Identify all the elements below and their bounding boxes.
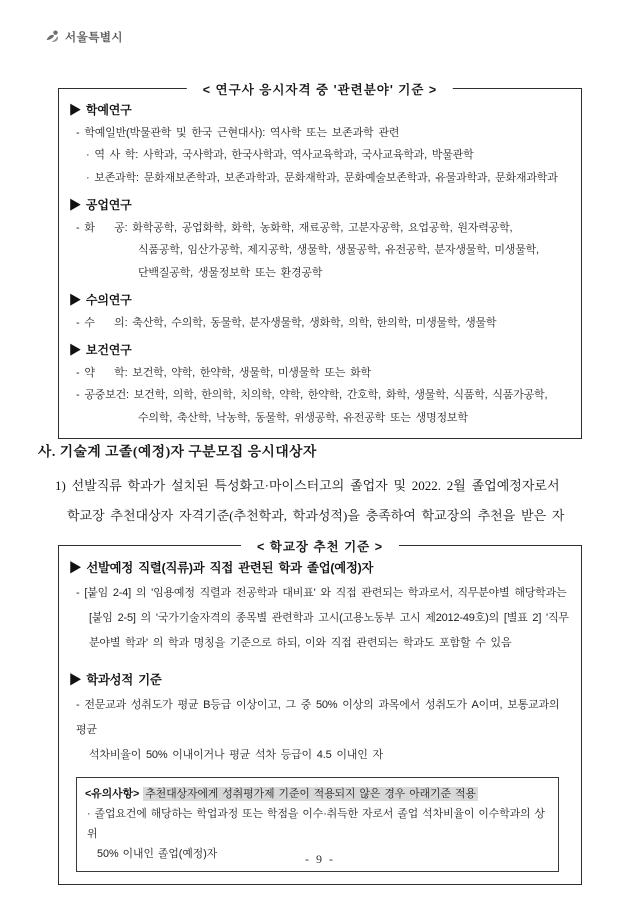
- section-heading: ▶ 공업연구: [69, 198, 132, 212]
- section-heading: ▶ 수의연구: [69, 293, 132, 307]
- text-line: - 학예일반(박물관학 및 한국 근현대사): 역사학 또는 보존과학 관련: [76, 126, 400, 139]
- notice-label: <유의사항>: [85, 788, 140, 800]
- section-sa-heading: 사. 기술계 고졸(예정)자 구분모집 응시대상자: [38, 444, 317, 459]
- text-line: - 약 학: 보건학, 약학, 한약학, 생물학, 미생물학 또는 화학: [76, 366, 371, 379]
- text-line: [붙임 2-5] 의 '국가기술자격의 종목별 관련학과 고시(고용노동부 고시 제2012-49호)의 [별표 2] '직무: [89, 612, 569, 624]
- notice-heading-row: [85, 784, 550, 804]
- text-line: · 졸업요건에 해당하는 학업과정 또는 학점을 이수·취득한 자로서 졸업 석차비율이 이수학과의 상위: [87, 808, 545, 840]
- section-heading: ▶ 보건연구: [69, 343, 132, 357]
- text-line: 1) 선발직류 학과가 설치된 특성화고·마이스터고의 졸업자 및 2022. 2월 졸업예정자로서: [55, 478, 560, 493]
- section-heading: ▶ 학예연구: [69, 103, 132, 117]
- page-number: - 9 -: [305, 852, 335, 866]
- text-line: 단백질공학, 생물정보학 또는 환경공학: [138, 266, 323, 279]
- seoul-logo: [44, 28, 123, 45]
- box2-title: < 학교장 추천 기준 >: [241, 537, 399, 555]
- seoul-logo-icon: [44, 28, 61, 45]
- related-field-criteria-box: [58, 83, 582, 439]
- text-line: - 전문교과 성취도가 평균 B등급 이상이고, 그 중 50% 이상의 과목에서 성취도가 A이며, 보통교과의 평균: [76, 699, 565, 736]
- text-line: - 수 의: 축산학, 수의학, 동물학, 분자생물학, 생화학, 의학, 한의학, 미생물학, 생물학: [76, 316, 497, 329]
- section-sa: [38, 442, 604, 531]
- text-line: - 화 공: 화학공학, 공업화학, 화학, 농화학, 재료공학, 고분자공학, 요업공학, 원자력공학,: [76, 221, 513, 234]
- text-line: 석차비율이 50% 이내이거나 평균 석차 등급이 4.5 이내인 자: [89, 749, 383, 761]
- notice-highlighted-text: 추천대상자에게 성취평가제 기준이 적용되지 않은 경우 아래기준 적용: [145, 788, 476, 800]
- text-line: - 공중보건: 보건학, 의학, 한의학, 치의학, 약학, 한약학, 간호학, 화학, 생물학, 식품학, 식품가공학,: [76, 389, 548, 401]
- text-line: - [붙임 2-4] 의 '임용예정 직렬과 전공학과 대비표' 와 직접 관련되는 학과로서, 직무분야별 해당학과는: [76, 587, 567, 599]
- section-heading: ▶ 학과성적 기준: [69, 673, 162, 687]
- text-line: 수의학, 축산학, 낙농학, 동물학, 위생공학, 유전공학 또는 생명정보학: [138, 411, 468, 424]
- principal-recommendation-box: [58, 540, 582, 885]
- text-line: · 역 사 학: 사학과, 국사학과, 한국사학과, 역사교육학과, 국사교육학과, 박물관학: [86, 149, 474, 161]
- section-heading: ▶ 선발예정 직렬(직류)과 직접 관련된 학과 졸업(예정)자: [69, 561, 374, 575]
- text-line: 50% 이내인 졸업(예정)자: [97, 848, 218, 860]
- logo-text: 서울특별시: [65, 31, 124, 44]
- box1-title: < 연구사 응시자격 중 '관련분야' 기준 >: [187, 80, 453, 98]
- text-line: 학교장 추천대상자 자격기준(추천학과, 학과성적)을 충족하여 학교장의 추천을 받은 자: [67, 508, 565, 523]
- text-line: 식품공학, 임산가공학, 제지공학, 생물학, 생물공학, 유전공학, 분자생물학, 미생물학,: [138, 244, 539, 256]
- text-line: · 보존과학: 문화재보존학과, 보존과학과, 문화재학과, 문화예술보존학과, 유물과학과, 문화재과학과: [86, 171, 558, 184]
- text-line: 분야별 학과' 의 학과 명칭을 기준으로 하되, 이와 직접 관련되는 학과도 포함할 수 있음: [89, 637, 512, 649]
